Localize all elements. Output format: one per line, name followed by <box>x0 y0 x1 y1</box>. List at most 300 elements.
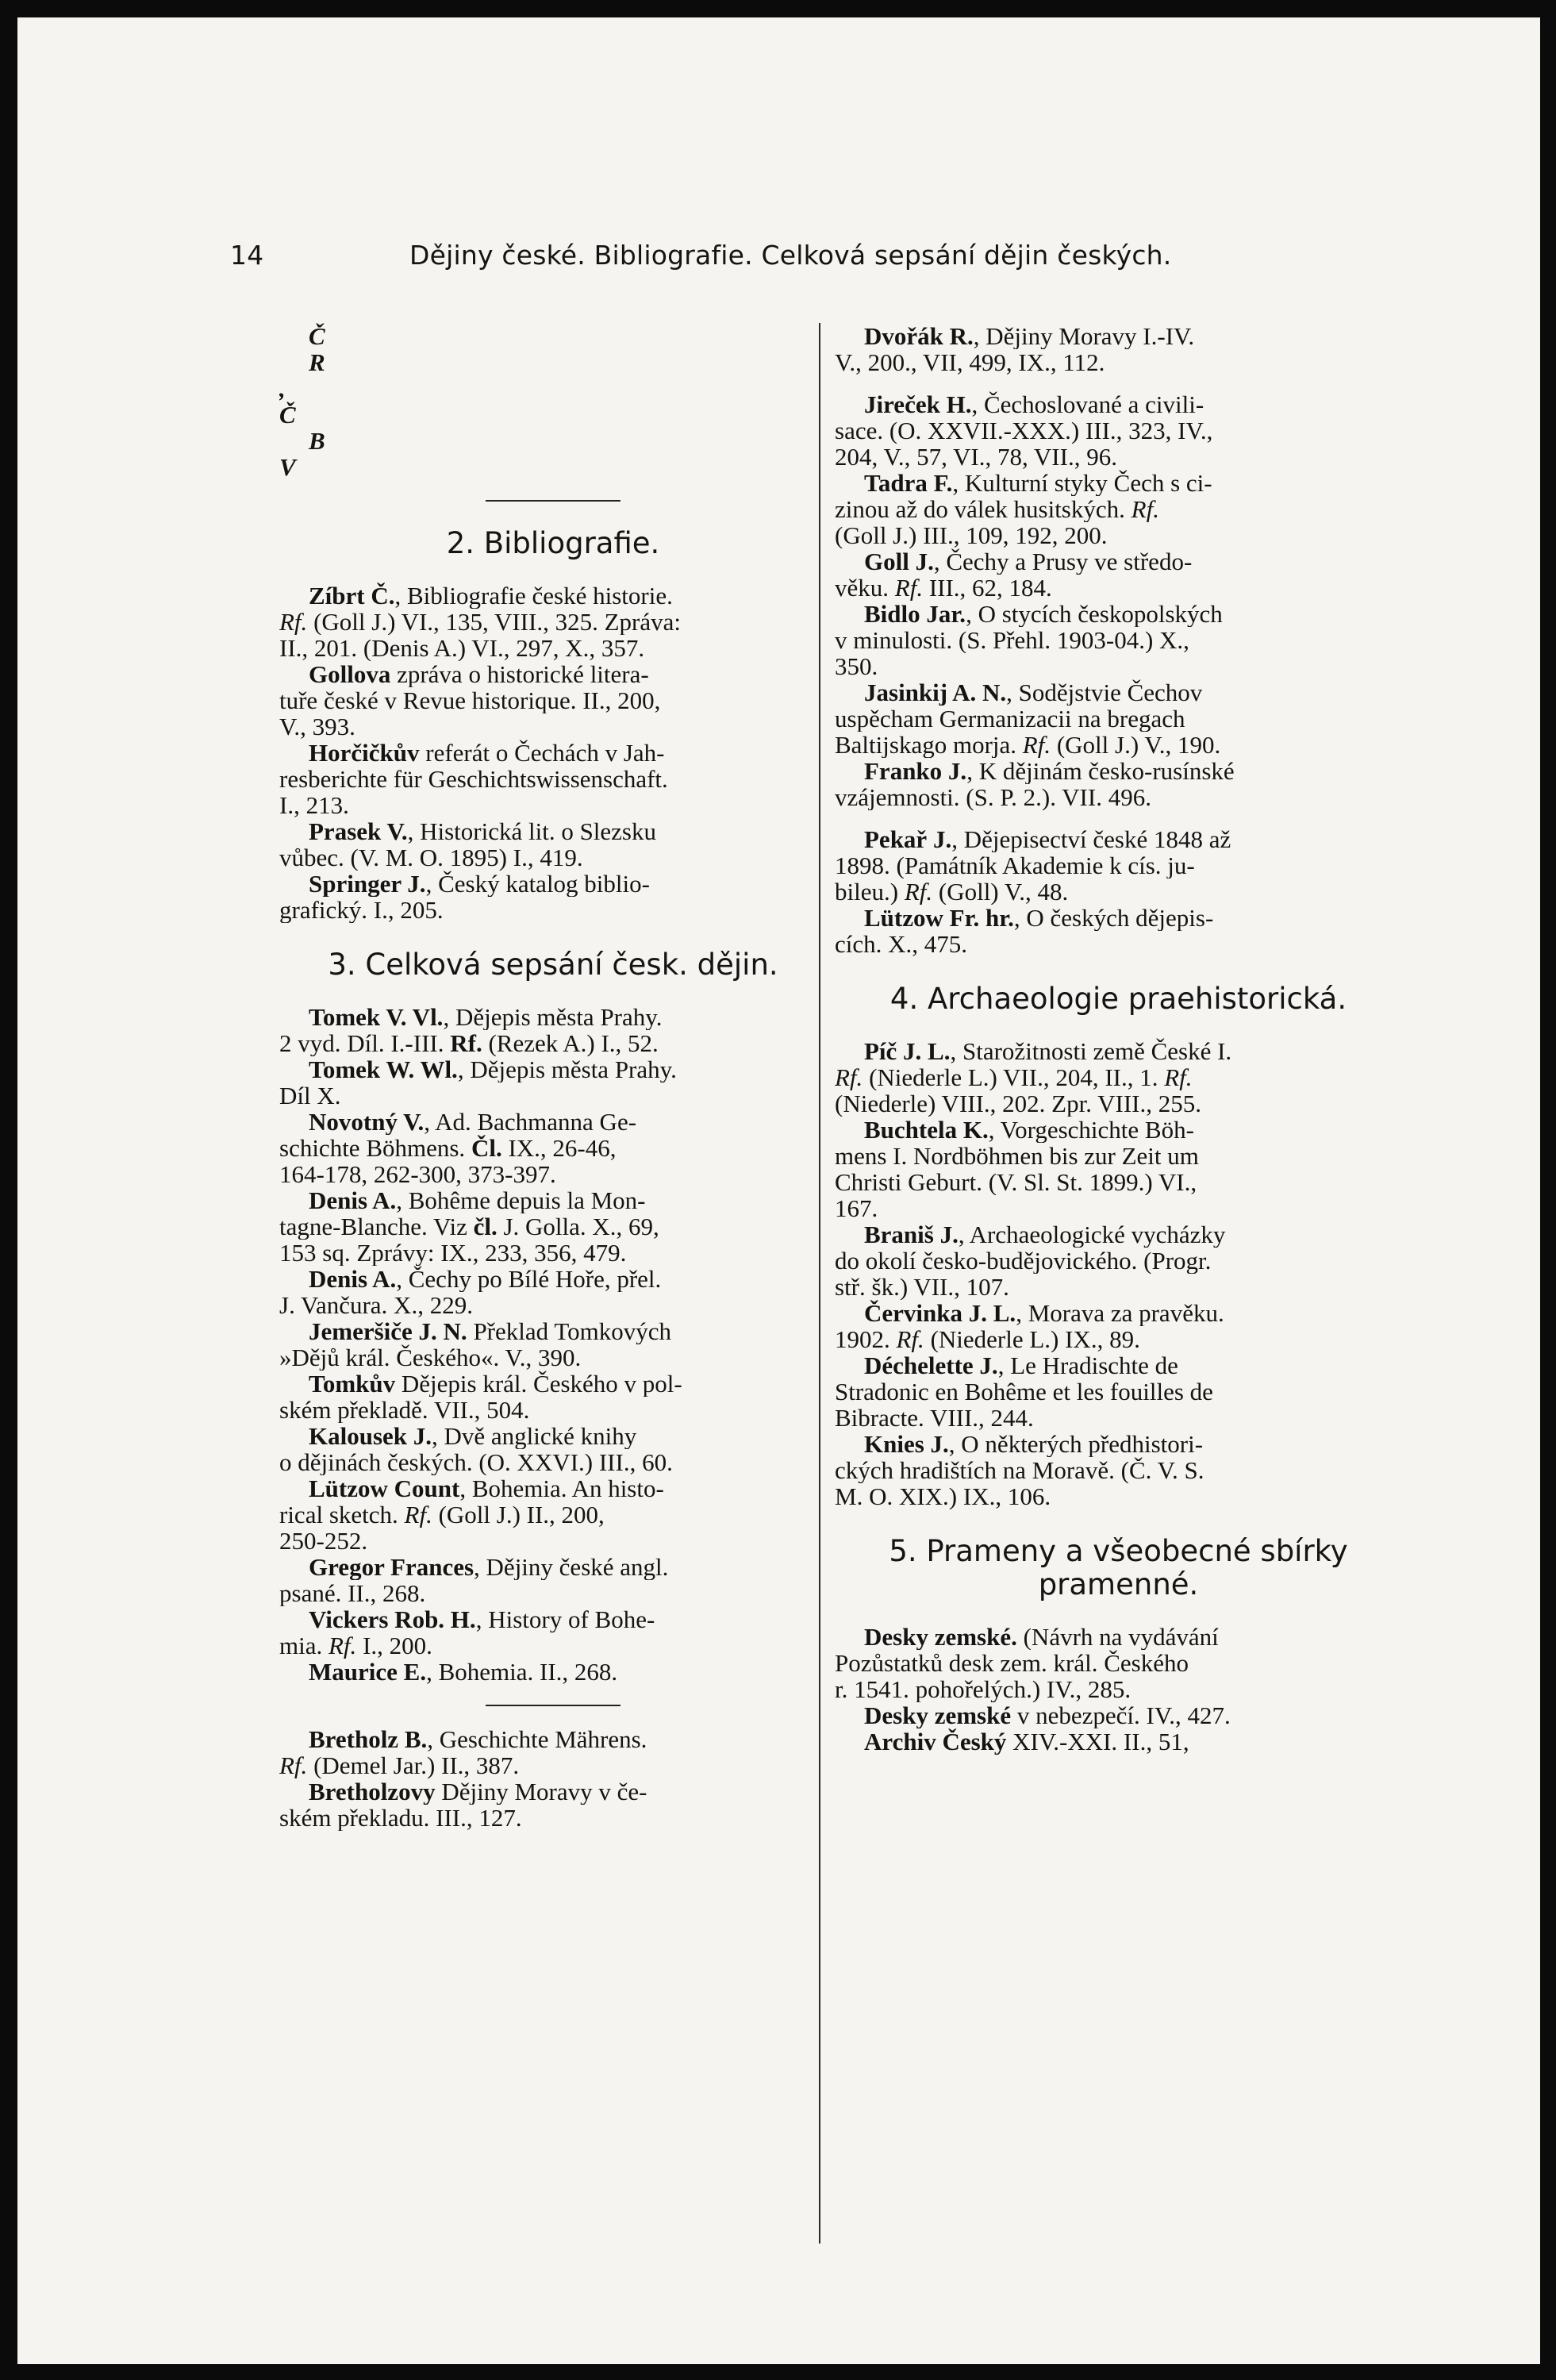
entry-text: Rf. <box>894 575 924 601</box>
entry-line <box>279 1752 827 1778</box>
entry-line <box>279 713 827 740</box>
entry-line <box>835 732 1402 758</box>
entry-author: Č <box>309 323 325 349</box>
entry-line <box>835 1405 1402 1431</box>
entry-author: Tomek V. Vl. <box>309 1004 444 1030</box>
entry-line <box>835 1457 1402 1483</box>
entry-line <box>835 1676 1402 1702</box>
entry-first-line <box>835 905 1402 931</box>
entry-line <box>835 1274 1402 1300</box>
entry-line <box>279 766 827 792</box>
entry-first-line <box>279 740 827 766</box>
bib-entry <box>835 758 1402 810</box>
entry-author: Rf. <box>450 1030 482 1056</box>
entry-text: (Demel Jar.) II., 387. <box>307 1752 520 1778</box>
entry-text: , O stycích českopolských <box>966 601 1223 627</box>
entry-author: Lützow Count <box>309 1475 460 1501</box>
entry-text: v nebezpečí. IV., 427. <box>1011 1702 1231 1728</box>
bib-entry <box>279 740 827 818</box>
bib-entry <box>279 1056 827 1109</box>
entry-first-line <box>279 1778 827 1805</box>
entry-text: 1898. (Památník Akademie k cís. ju- <box>835 852 1195 879</box>
entry-text: (Goll J.) V., 190. <box>1051 732 1221 758</box>
entry-text: I., 200. <box>356 1632 432 1659</box>
entry-first-line <box>279 1056 827 1082</box>
entry-text: 250-252. <box>279 1528 368 1554</box>
entry-line <box>279 897 827 923</box>
entry-line <box>279 1213 827 1240</box>
entry-text: ském překladu. III., 127. <box>279 1805 522 1831</box>
entry-author: Bretholzovy <box>309 1778 436 1805</box>
entry-author: Maurice E. <box>309 1659 427 1685</box>
entry-author: Denis A. <box>309 1187 397 1213</box>
bib-entry <box>835 826 1402 905</box>
bib-entry <box>279 349 827 428</box>
entry-first-line <box>835 1624 1402 1650</box>
entry-line <box>279 609 827 635</box>
entry-text: XIV.-XXI. II., 51, <box>1006 1728 1189 1755</box>
entry-line <box>279 635 827 661</box>
entry-text: , Starožitnosti země České I. <box>950 1038 1232 1064</box>
entry-line <box>279 687 827 713</box>
entry-first-line <box>279 454 827 480</box>
entry-first-line <box>279 583 827 609</box>
entry-first-line <box>835 1038 1402 1064</box>
entry-text: zinou až do válek husitských. <box>835 496 1131 522</box>
entry-text: 350. <box>835 653 878 679</box>
entry-text: , Dějiny Moravy I.-IV. <box>973 323 1195 349</box>
entry-text: M. O. XIX.) IX., 106. <box>835 1483 1051 1509</box>
entry-text: 164-178, 262-300, 373-397. <box>279 1161 556 1187</box>
entry-text: psané. II., 268. <box>279 1580 426 1606</box>
entry-text: (Goll J.) III., 109, 192, 200. <box>835 522 1108 548</box>
entry-author: Archiv Český <box>864 1728 1007 1755</box>
entry-text: rical sketch. <box>279 1501 405 1528</box>
entry-first-line <box>279 1423 827 1449</box>
entry-text: , History of Bohe- <box>475 1606 655 1632</box>
entry-text: , Dějepis města Prahy. <box>443 1004 663 1030</box>
entry-text: bileu.) <box>835 879 905 905</box>
entry-author: Vickers Rob. H. <box>309 1606 476 1632</box>
entry-line <box>835 627 1402 653</box>
entry-text: Dějepis král. Českého v pol- <box>395 1371 682 1397</box>
entry-author: Tomkův <box>309 1371 396 1397</box>
entry-line <box>835 1143 1402 1169</box>
entry-first-line <box>835 1702 1402 1728</box>
entry-line <box>835 1326 1402 1352</box>
entry-first-line <box>835 758 1402 784</box>
section-heading: 3. Celková sepsání česk. dějin. <box>328 948 778 982</box>
bib-entry <box>835 1431 1402 1509</box>
entry-line <box>835 1378 1402 1405</box>
bib-entry <box>279 1606 827 1659</box>
bib-entry <box>279 323 827 349</box>
entry-text: , Bohême depuis la Mon- <box>396 1187 646 1213</box>
entry-line <box>279 375 827 402</box>
entry-text: mia. <box>279 1632 328 1659</box>
bib-entry <box>835 1117 1402 1221</box>
entry-text: , Sodějstvie Čechov <box>1006 679 1203 706</box>
entry-author: Desky zemské <box>864 1702 1012 1728</box>
entry-text: (Goll J.) VI., 135, VIII., 325. Zpráva: <box>307 609 681 635</box>
entry-text: Stradonic en Bohême et les fouilles de <box>835 1378 1213 1405</box>
entry-author: Goll J. <box>864 548 934 575</box>
entry-first-line <box>279 1606 827 1632</box>
entry-author: Tadra F. <box>864 470 953 496</box>
spacer <box>835 810 1402 826</box>
entry-text: Rf. <box>1022 732 1051 758</box>
entry-first-line <box>835 1117 1402 1143</box>
entry-text: referát o Čechách v Jah- <box>419 740 665 766</box>
entry-author: Buchtela K. <box>864 1117 989 1143</box>
entry-first-line <box>835 1728 1402 1755</box>
entry-text: Rf. <box>896 1326 924 1352</box>
entry-text: (Niederle L.) VII., 204, II., 1. <box>863 1064 1165 1090</box>
entry-text: , Čechy a Prusy ve středo- <box>933 548 1193 575</box>
entry-first-line <box>279 1475 827 1501</box>
book-page <box>17 17 1540 2364</box>
entry-line <box>835 1169 1402 1195</box>
bib-entry <box>279 1109 827 1187</box>
entry-text: , O českých dějepis- <box>1013 905 1214 931</box>
entry-text: Díl X. <box>279 1082 341 1109</box>
entry-line <box>835 417 1402 444</box>
entry-text: I., 213. <box>279 792 349 818</box>
entry-line <box>279 1580 827 1606</box>
entry-first-line <box>835 1300 1402 1326</box>
entry-text: J. Vančura. X., 229. <box>279 1292 473 1318</box>
entry-text: Překlad Tomkových <box>467 1318 671 1344</box>
bib-entry <box>279 1475 827 1554</box>
entry-author: Desky zemské. <box>864 1624 1017 1650</box>
bib-entry <box>835 1352 1402 1431</box>
entry-line <box>279 1397 827 1423</box>
entry-text: Dějiny Moravy v če- <box>435 1778 647 1805</box>
entry-text: vzájemnosti. (S. P. 2.). VII. 496. <box>835 784 1151 810</box>
entry-line <box>835 1650 1402 1676</box>
entry-text: uspěcham Germanizacii na bregach <box>835 706 1185 732</box>
bib-entry <box>279 1187 827 1266</box>
entry-first-line <box>835 1352 1402 1378</box>
entry-text: tuře české v Revue historique. II., 200, <box>279 687 661 713</box>
bib-entry <box>279 1726 827 1778</box>
entry-text: , O některých předhistori- <box>948 1431 1204 1457</box>
entry-text: , Geschichte Mährens. <box>427 1726 647 1752</box>
entry-author: Déchelette J. <box>864 1352 998 1378</box>
entry-author: Pekař J. <box>864 826 952 852</box>
entry-text: sace. (O. XXVII.-XXX.) III., 323, IV., <box>835 417 1213 444</box>
entry-text: 153 sq. Zprávy: IX., 233, 356, 479. <box>279 1240 627 1266</box>
entry-first-line <box>279 818 827 844</box>
entry-author: Kalousek J. <box>309 1423 432 1449</box>
entry-line <box>279 1135 827 1161</box>
entry-author: Jireček H. <box>864 391 972 417</box>
entry-line <box>835 931 1402 957</box>
entry-line <box>279 1344 827 1371</box>
entry-first-line <box>279 1109 827 1135</box>
entry-first-line <box>835 1221 1402 1248</box>
entry-author: , <box>279 375 286 402</box>
entry-text: grafický. I., 205. <box>279 897 444 923</box>
bib-entry <box>835 470 1402 548</box>
entry-text: schichte Böhmens. <box>279 1135 471 1161</box>
entry-text: ckých hradištích na Moravě. (Č. V. S. <box>835 1457 1204 1483</box>
entry-text: Christi Geburt. (V. Sl. St. 1899.) VI., <box>835 1169 1197 1195</box>
entry-text: (Goll J.) II., 200, <box>432 1501 605 1528</box>
entry-line <box>835 1064 1402 1090</box>
bib-entry <box>835 601 1402 679</box>
entry-author: Zíbrt Č. <box>309 583 395 609</box>
entry-first-line <box>279 1659 827 1685</box>
entry-author: Franko J. <box>864 758 967 784</box>
bib-entry <box>835 323 1402 375</box>
entry-line <box>279 1082 827 1109</box>
entry-first-line <box>835 601 1402 627</box>
bib-entry <box>279 1371 827 1423</box>
entry-line <box>835 444 1402 470</box>
entry-text: 1902. <box>835 1326 897 1352</box>
entry-author: Bretholz B. <box>309 1726 428 1752</box>
bib-entry <box>835 679 1402 758</box>
entry-text: (Niederle L.) IX., 89. <box>924 1326 1140 1352</box>
entry-text: V., 200., VII, 499, IX., 112. <box>835 349 1105 375</box>
entry-first-line <box>835 1431 1402 1457</box>
entry-text: 2 vyd. Díl. I.-III. <box>279 1030 451 1056</box>
entry-first-line <box>835 470 1402 496</box>
entry-text: stř. šk.) VII., 107. <box>835 1274 1009 1300</box>
entry-text: III., 62, 184. <box>923 575 1052 601</box>
bib-entry <box>279 428 827 454</box>
entry-text: J. Golla. X., 69, <box>497 1213 659 1240</box>
bib-entry <box>279 1318 827 1371</box>
bib-entry <box>835 905 1402 957</box>
entry-text: mens I. Nordböhmen bis zur Zeit um <box>835 1143 1199 1169</box>
entry-text: (Návrh na vydávání <box>1016 1624 1219 1650</box>
entry-text: , Morava za pravěku. <box>1016 1300 1224 1326</box>
entry-text: do okolí česko-budějovického. (Progr. <box>835 1248 1212 1274</box>
entry-text: resberichte für Geschichtswissenschaft. <box>279 766 668 792</box>
section-heading: 4. Archaeologie praehistorická. <box>889 982 1347 1016</box>
entry-line <box>835 1195 1402 1221</box>
entry-first-line <box>279 349 827 375</box>
entry-first-line <box>279 1004 827 1030</box>
bib-entry <box>835 1702 1402 1728</box>
entry-first-line <box>835 679 1402 706</box>
entry-text: IX., 26-46, <box>501 1135 617 1161</box>
entry-line <box>279 792 827 818</box>
entry-text: , Dějepisectví české 1848 až <box>951 826 1231 852</box>
entry-author: Lützow Fr. hr. <box>864 905 1014 931</box>
bib-entry <box>279 1004 827 1056</box>
entry-line <box>279 1292 827 1318</box>
entry-text: V., 393. <box>279 713 355 740</box>
bib-entry <box>835 1728 1402 1755</box>
bib-entry <box>279 1659 827 1685</box>
entry-author: Čl. <box>471 1135 502 1161</box>
entry-author: Knies J. <box>864 1431 949 1457</box>
entry-line <box>279 1030 827 1056</box>
entry-line <box>835 784 1402 810</box>
entry-text: , Dvě anglické knihy <box>432 1423 637 1449</box>
entry-line <box>279 1161 827 1187</box>
entry-first-line <box>835 826 1402 852</box>
entry-text: »Dějů král. Českého«. V., 390. <box>279 1344 582 1371</box>
entry-text: Rf. <box>279 1752 308 1778</box>
entry-author: V <box>279 454 296 480</box>
left-column <box>279 323 827 1831</box>
entry-line <box>835 575 1402 601</box>
entry-first-line <box>279 1187 827 1213</box>
entry-author: Dvořák R. <box>864 323 974 349</box>
entry-text: vůbec. (V. M. O. 1895) I., 419. <box>279 844 583 871</box>
entry-text: (Goll) V., 48. <box>932 879 1069 905</box>
entry-first-line <box>279 1726 827 1752</box>
entry-line <box>835 852 1402 879</box>
entry-text: cích. X., 475. <box>835 931 968 957</box>
entry-author: Gregor Frances <box>309 1554 474 1580</box>
entry-line <box>835 349 1402 375</box>
entry-text: , Le Hradischte de <box>997 1352 1178 1378</box>
entry-text: Rf. <box>904 879 933 905</box>
entry-line <box>279 1449 827 1475</box>
entry-author: B <box>309 428 325 454</box>
entry-text: r. 1541. pohořelých.) IV., 285. <box>835 1676 1131 1702</box>
entry-text: Rf. <box>835 1064 863 1090</box>
entry-line <box>835 653 1402 679</box>
bib-entry <box>835 391 1402 470</box>
entry-line <box>279 1632 827 1659</box>
entry-line <box>835 522 1402 548</box>
page-title: Dějiny české. Bibliografie. Celková sepsání dějin českých. <box>409 240 1172 271</box>
entry-text: zpráva o historické litera- <box>390 661 649 687</box>
entry-text: v minulosti. (S. Přehl. 1903-04.) X., <box>835 627 1189 653</box>
entry-text: , Archaeologické vycházky <box>958 1221 1226 1248</box>
spacer <box>835 375 1402 391</box>
entry-text: Rf. <box>1131 496 1159 522</box>
bib-entry <box>279 1778 827 1831</box>
entry-author: Č <box>279 402 296 428</box>
entry-text: , Vorgeschichte Böh- <box>988 1117 1194 1143</box>
bib-entry <box>835 1300 1402 1352</box>
entry-first-line <box>835 391 1402 417</box>
bib-entry <box>279 1266 827 1318</box>
section-divider <box>486 500 620 502</box>
entry-text: , Ad. Bachmanna Ge- <box>424 1109 637 1135</box>
entry-author: Braniš J. <box>864 1221 959 1248</box>
entry-author: R <box>309 349 325 375</box>
entry-first-line <box>279 1266 827 1292</box>
entry-text: , Bohemia. An histo- <box>459 1475 664 1501</box>
bib-entry <box>835 548 1402 601</box>
entry-text: 204, V., 57, VI., 78, VII., 96. <box>835 444 1117 470</box>
entry-first-line <box>279 323 827 349</box>
entry-line <box>279 402 827 428</box>
entry-author: Gollova <box>309 661 391 687</box>
entry-line <box>279 1805 827 1831</box>
entry-text: , Kulturní styky Čech s ci- <box>952 470 1212 496</box>
entry-line <box>279 844 827 871</box>
entry-text: Rf. <box>328 1632 357 1659</box>
entry-line <box>835 1090 1402 1117</box>
entry-first-line <box>279 428 827 454</box>
entry-line <box>835 706 1402 732</box>
entry-text: , Historická lit. o Slezsku <box>407 818 656 844</box>
bib-entry <box>279 454 827 480</box>
entry-text: , Čechy po Bílé Hoře, přel. <box>396 1266 662 1292</box>
section-heading: 5. Prameny a všeobecné sbírky pramenné. <box>889 1534 1348 1601</box>
entry-text: Rf. <box>279 609 308 635</box>
entry-text: Rf. <box>404 1501 432 1528</box>
entry-line <box>835 879 1402 905</box>
entry-author: Prasek V. <box>309 818 408 844</box>
entry-first-line <box>279 1554 827 1580</box>
entry-author: Denis A. <box>309 1266 397 1292</box>
entry-author: Horčičkův <box>309 740 420 766</box>
bib-entry <box>835 1221 1402 1300</box>
entry-text: o dějinách českých. (O. XXVI.) III., 60. <box>279 1449 673 1475</box>
bib-entry <box>835 1038 1402 1117</box>
entry-first-line <box>279 661 827 687</box>
entry-first-line <box>835 323 1402 349</box>
entry-text: Baltijskago morja. <box>835 732 1023 758</box>
entry-text: Pozůstatků desk zem. král. Českého <box>835 1650 1189 1676</box>
page-number: 14 <box>230 240 264 271</box>
section-heading: 2. Bibliografie. <box>446 526 660 560</box>
bib-entry <box>279 1423 827 1475</box>
right-column <box>835 323 1402 1755</box>
entry-line <box>835 1483 1402 1509</box>
entry-text: Rf. <box>1164 1064 1193 1090</box>
entry-text: , Bohemia. II., 268. <box>426 1659 618 1685</box>
entry-text: ském překladě. VII., 504. <box>279 1397 530 1423</box>
entry-text: , Český katalog biblio- <box>425 871 650 897</box>
entry-author: Bidlo Jar. <box>864 601 966 627</box>
entry-text: , K dějinám česko-rusínské <box>966 758 1235 784</box>
entry-text: , Čechoslované a civili- <box>971 391 1204 417</box>
entry-line <box>279 1528 827 1554</box>
entry-text: tagne-Blanche. Viz <box>279 1213 474 1240</box>
bib-entry <box>279 818 827 871</box>
entry-line <box>279 1501 827 1528</box>
entry-author: Jasinkij A. N. <box>864 679 1007 706</box>
entry-first-line <box>835 548 1402 575</box>
entry-author: Jemeršiče J. N. <box>309 1318 467 1344</box>
entry-text: 167. <box>835 1195 878 1221</box>
entry-author: Tomek W. Wl. <box>309 1056 458 1082</box>
entry-first-line <box>279 1318 827 1344</box>
bib-entry <box>279 1554 827 1606</box>
entry-text: (Niederle) VIII., 202. Zpr. VIII., 255. <box>835 1090 1202 1117</box>
entry-text: , Bibliografie české historie. <box>394 583 673 609</box>
entry-line <box>279 1240 827 1266</box>
entry-first-line <box>279 871 827 897</box>
bib-entry <box>835 1624 1402 1702</box>
entry-author: Springer J. <box>309 871 426 897</box>
entry-author: Novotný V. <box>309 1109 425 1135</box>
entry-text: věku. <box>835 575 895 601</box>
entry-text: (Rezek A.) I., 52. <box>482 1030 659 1056</box>
entry-line <box>835 1248 1402 1274</box>
bib-entry <box>279 871 827 923</box>
entry-first-line <box>279 1371 827 1397</box>
section-divider <box>486 1705 620 1706</box>
entry-line <box>835 496 1402 522</box>
entry-text: II., 201. (Denis A.) VI., 297, X., 357. <box>279 635 645 661</box>
entry-text: , Dějepis města Prahy. <box>457 1056 677 1082</box>
entry-author: čl. <box>473 1213 498 1240</box>
bib-entry <box>279 583 827 661</box>
entry-text: , Dějiny české angl. <box>474 1554 669 1580</box>
